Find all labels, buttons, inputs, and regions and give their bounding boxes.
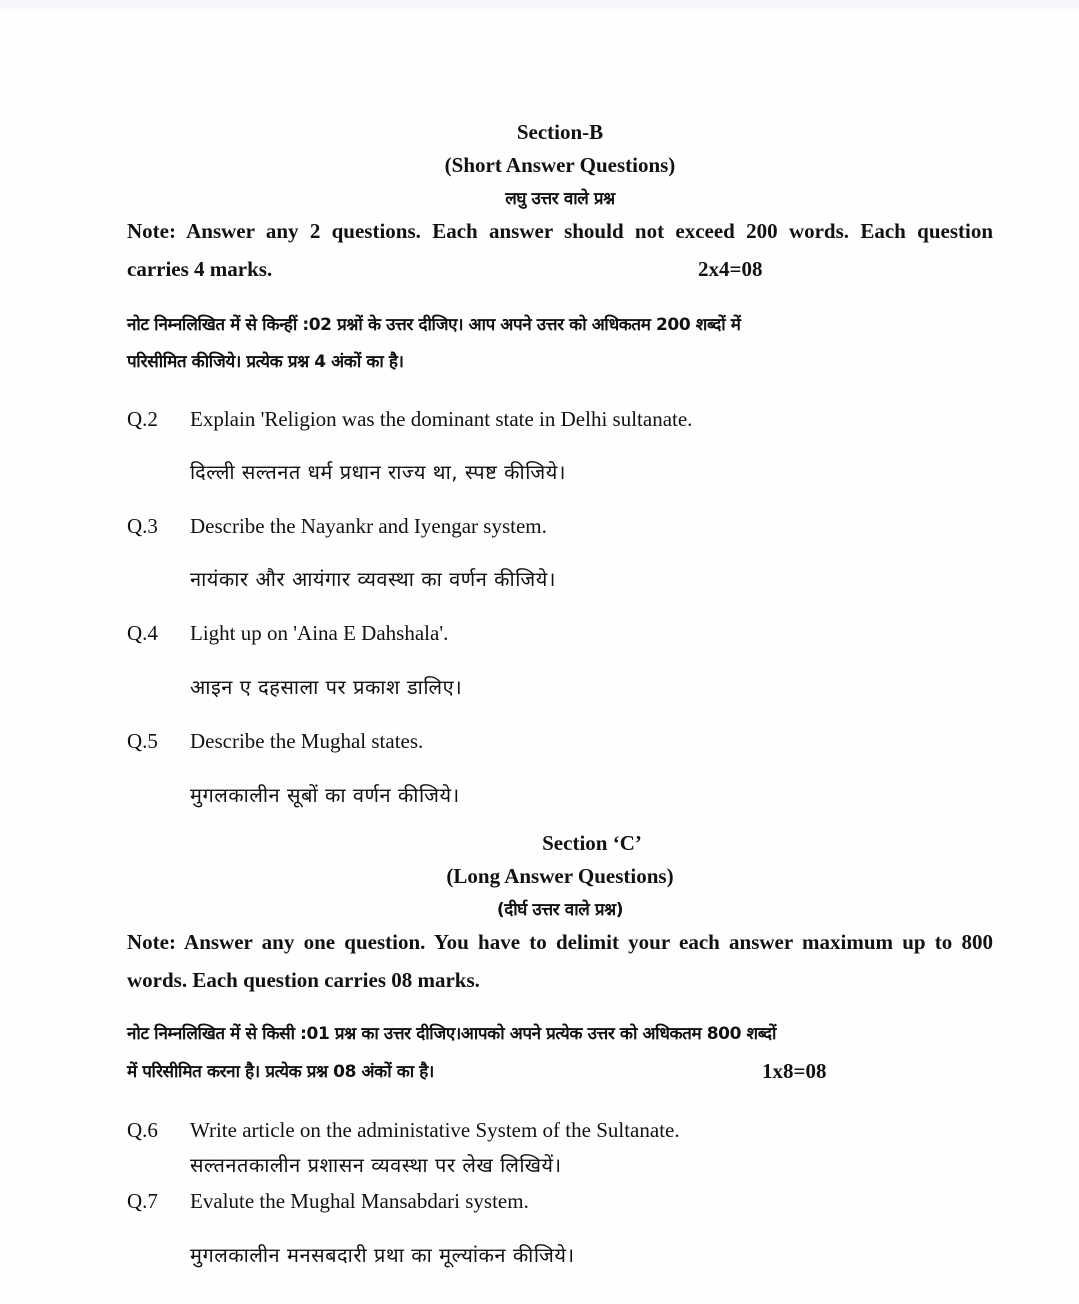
section-b-note-hindi-line2: परिसीमित कीजिये। प्रत्येक प्रश्न 4 अंकों का है। — [127, 352, 404, 372]
section-c-subtitle-hindi: (दीर्घ उत्तर वाले प्रश्न) — [496, 900, 624, 920]
section-b-note-line1: Note: Answer any 2 questions. Each answer should not exceed 200 words. Each question — [127, 219, 993, 243]
question-number: Q.7 — [127, 1189, 158, 1213]
question-text-hindi: सल्तनतकालीन प्रशासन व्यवस्था पर लेख लिखियें। — [190, 1153, 562, 1177]
section-b-subtitle-hindi: लघु उत्तर वाले प्रश्न — [505, 189, 615, 209]
question-text-hindi: नायंकार और आयंगार व्यवस्था का वर्णन कीजिये। — [190, 567, 556, 591]
question-number: Q.4 — [127, 621, 158, 645]
section-b-marks: 2x4=08 — [698, 257, 763, 281]
section-b-note-line2: carries 4 marks. — [127, 257, 273, 281]
section-c-note-line1: Note: Answer any one question. You have to delimit your each answer maximum up to 800 — [127, 930, 993, 954]
question-number: Q.6 — [127, 1118, 158, 1142]
question-text-hindi: दिल्ली सल्तनत धर्म प्रधान राज्य था, स्पष्ट कीजिये। — [190, 460, 566, 484]
question-text: Write article on the administative System of the Sultanate. — [190, 1118, 680, 1142]
question-number: Q.2 — [127, 407, 158, 431]
section-b-note-hindi-line1: नोट निम्नलिखित में से किन्हीं :02 प्रश्नों के उत्तर दीजिए। आप अपने उत्तर को अधिकतम 200 शब्दों में — [127, 315, 741, 335]
section-b-title: Section-B — [516, 120, 604, 144]
question-text: Describe the Mughal states. — [190, 729, 424, 753]
question-number: Q.3 — [127, 514, 158, 538]
question-text-hindi: आइन ए दहसाला पर प्रकाश डालिए। — [190, 675, 463, 699]
question-text-hindi: मुगलकालीन मनसबदारी प्रथा का मूल्यांकन कीजिये। — [190, 1243, 575, 1267]
question-text: Describe the Nayankr and Iyengar system. — [190, 514, 547, 538]
section-c-marks: 1x8=08 — [762, 1059, 827, 1083]
section-c-note-hindi-line2: में परिसीमित करना है। प्रत्येक प्रश्न 08 अंकों का है। — [127, 1062, 434, 1082]
question-text: Evalute the Mughal Mansabdari system. — [190, 1189, 529, 1213]
question-text: Explain 'Religion was the dominant state in Delhi sultanate. — [190, 407, 693, 431]
section-c-note-hindi-line1: नोट निम्नलिखित में से किसी :01 प्रश्न का उत्तर दीजिए।आपको अपने प्रत्येक उत्तर को अधिकतम 800 शब्दों — [127, 1024, 777, 1044]
question-text: Light up on 'Aina E Dahshala'. — [190, 621, 449, 645]
section-c-subtitle: (Long Answer Questions) — [446, 864, 674, 888]
section-b-subtitle: (Short Answer Questions) — [444, 153, 676, 177]
question-text-hindi: मुगलकालीन सूबों का वर्णन कीजिये। — [190, 783, 460, 807]
question-number: Q.5 — [127, 729, 158, 753]
top-strip — [0, 0, 1079, 9]
section-c-note-line2: words. Each question carries 08 marks. — [127, 968, 480, 992]
section-c-title: Section ‘C’ — [542, 831, 642, 855]
